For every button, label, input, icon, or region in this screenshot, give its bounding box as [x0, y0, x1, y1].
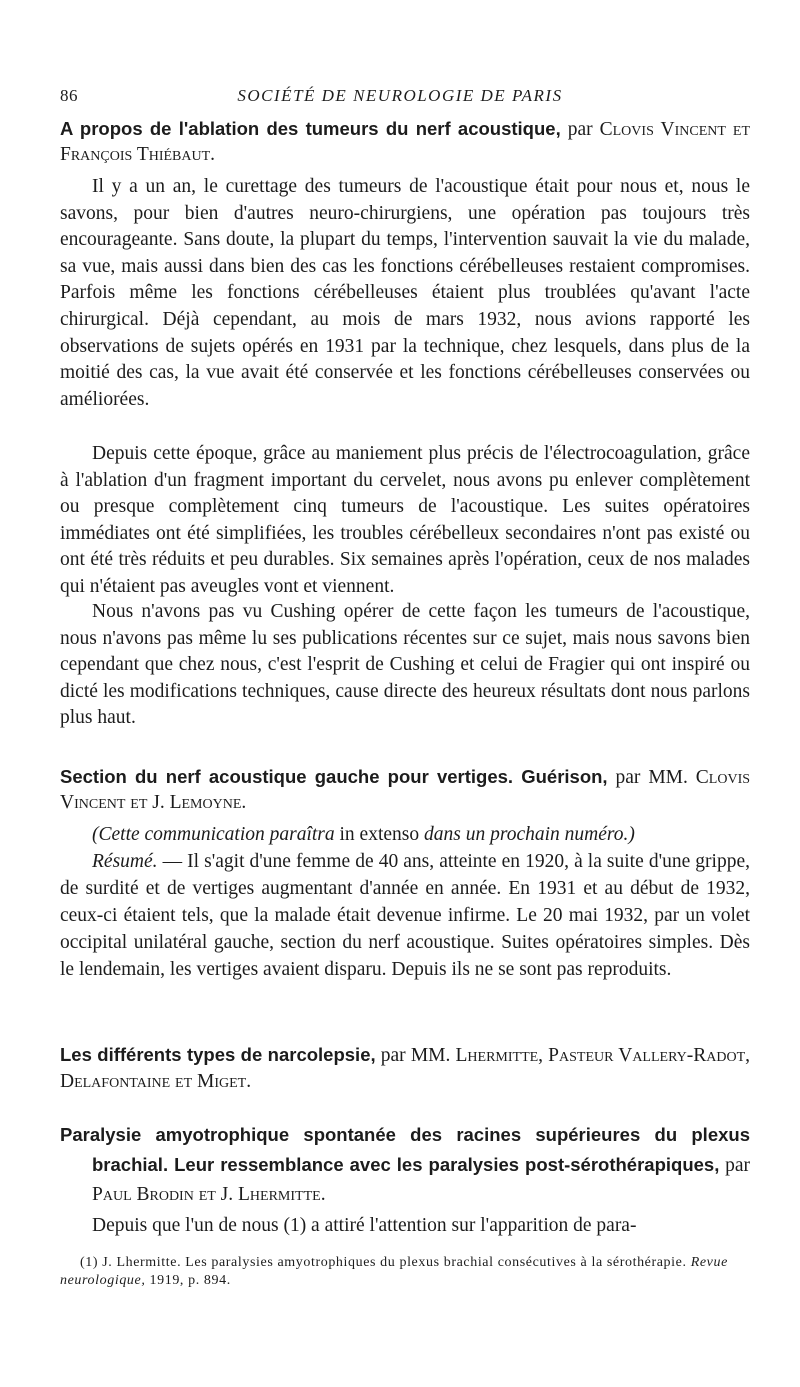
- article-authors: MM. Clovis Vincent et J. Lemoyne.: [60, 767, 751, 813]
- article-by: par: [380, 1045, 406, 1066]
- note-italic-c: dans un prochain numéro.): [424, 824, 635, 845]
- article-narcolepsy: [60, 1042, 750, 1095]
- article-body-3: [60, 599, 750, 732]
- page-number: 86: [60, 86, 78, 105]
- paragraph: Depuis cette époque, grâce au maniement plus précis de l'électrocoagulation, grâce à l'ablation d'un fragment important du cervelet, nous avons pu enlever complètement ou presque complètement cinq tumeurs de l'acoustique. Les suites opératoires immédiates ont été simplifiées, les troubles cérébelleux secondaires n'ont pas existé ou ont été très réduits et peu durables. Six semaines après l'opération, ceux de nos malades qui n'étaient pas aveugles vont et viennent.: [60, 443, 750, 597]
- article-authors: Paul Brodin et J. Lhermitte.: [92, 1184, 326, 1205]
- footnote: [60, 1254, 750, 1290]
- article-by: par: [725, 1155, 750, 1176]
- article-authors: Clovis Vincent et François Thiébaut.: [60, 119, 751, 165]
- article-heading: [60, 1042, 750, 1095]
- footnote-text: [60, 1254, 750, 1290]
- paragraph: Il y a un an, le curettage des tumeurs de l'acoustique était pour nous et, nous le savons, pour bien d'autres neuro-chirurgiens, une opération pas toujours très encourageante. Sans doute, la plupart du temps, l'intervention sauvait la vie du malade, sa vue, mais aussi dans bien des cas les fonctions cérébelleuses restaient compromises. Parfois même les fonctions cérébelleuses étaient plus troublées qu'avant l'acte chirurgical. Déjà cependant, au mois de mars 1932, nous avions rapporté les observations de sujets opérés en 1931 par la technique, chez lesquels, dans plus de la moitié des cas, la vue avait été conservée et les fonctions cérébelleuses conservées ou améliorées.: [60, 176, 750, 410]
- article-brachial-plexus: [60, 1120, 750, 1240]
- article-authors: MM. Lhermitte, Pasteur Vallery-Radot, Delafontaine et Miget.: [60, 1045, 751, 1092]
- paragraph: Depuis que l'un de nous (1) a attiré l'attention sur l'apparition de para-: [92, 1215, 637, 1236]
- article-heading: [60, 116, 750, 167]
- footnote-text-a: (1) J. Lhermitte. Les paralysies amyotrophiques du plexus brachial consécutives à la sérothérapie.: [80, 1255, 687, 1270]
- article-title: Paralysie amyotrophique spontanée des racines supérieures du plexus brachial. Leur ressemblance avec les paralysies post-sérothérapiques,: [60, 1124, 750, 1175]
- footnote-journal: Revue neurologique,: [60, 1255, 728, 1288]
- article-by: par: [567, 119, 593, 140]
- article-body-2: [60, 441, 750, 601]
- paragraph: Nous n'avons pas vu Cushing opérer de cette façon les tumeurs de l'acoustique, nous n'avons pas même lu ses publications récentes sur ce sujet, mais nous savons bien cependant que chez nous, c'est l'esprit de Cushing et celui de Fragier qui ont inspiré ou dicté les modifications techniques, cause directe des heureux résultats dont nous parlons plus haut.: [60, 601, 750, 729]
- footnote-text-b: 1919, p. 894.: [145, 1273, 231, 1288]
- article-by: par: [615, 767, 641, 788]
- article-heading: [60, 1120, 750, 1209]
- article-body: [60, 174, 750, 413]
- resume-label: Résumé.: [92, 851, 158, 872]
- communication-note: [60, 821, 750, 848]
- note-roman: in extenso: [339, 824, 420, 845]
- article-title: Section du nerf acoustique gauche pour vertiges. Guérison,: [60, 766, 608, 787]
- article-heading: [60, 764, 750, 815]
- running-header: [60, 86, 740, 110]
- resume-text: — Il s'agit d'une femme de 40 ans, atteinte en 1920, à la suite d'une grippe, de surdité et de vertiges augmentant d'année en année. En 1931 et au début de 1932, ceux-ci étaient tels, que la malade était devenue infirme. Le 20 mai 1932, par un volet occipital unilatéral gauche, section du nerf acoustique. Suites opératoires simples. Dès le lendemain, les vertiges avaient disparu. Depuis ils ne se sont pas reproduits.: [60, 851, 750, 980]
- article-acoustic-ablation: [60, 116, 750, 167]
- article-acoustic-section: [60, 764, 750, 983]
- article-title: A propos de l'ablation des tumeurs du nerf acoustique,: [60, 118, 561, 139]
- note-italic-a: (Cette communication paraîtra: [92, 824, 335, 845]
- resume-paragraph: [60, 848, 750, 983]
- article-title: Les différents types de narcolepsie,: [60, 1044, 376, 1065]
- running-title: SOCIÉTÉ DE NEUROLOGIE DE PARIS: [237, 86, 563, 105]
